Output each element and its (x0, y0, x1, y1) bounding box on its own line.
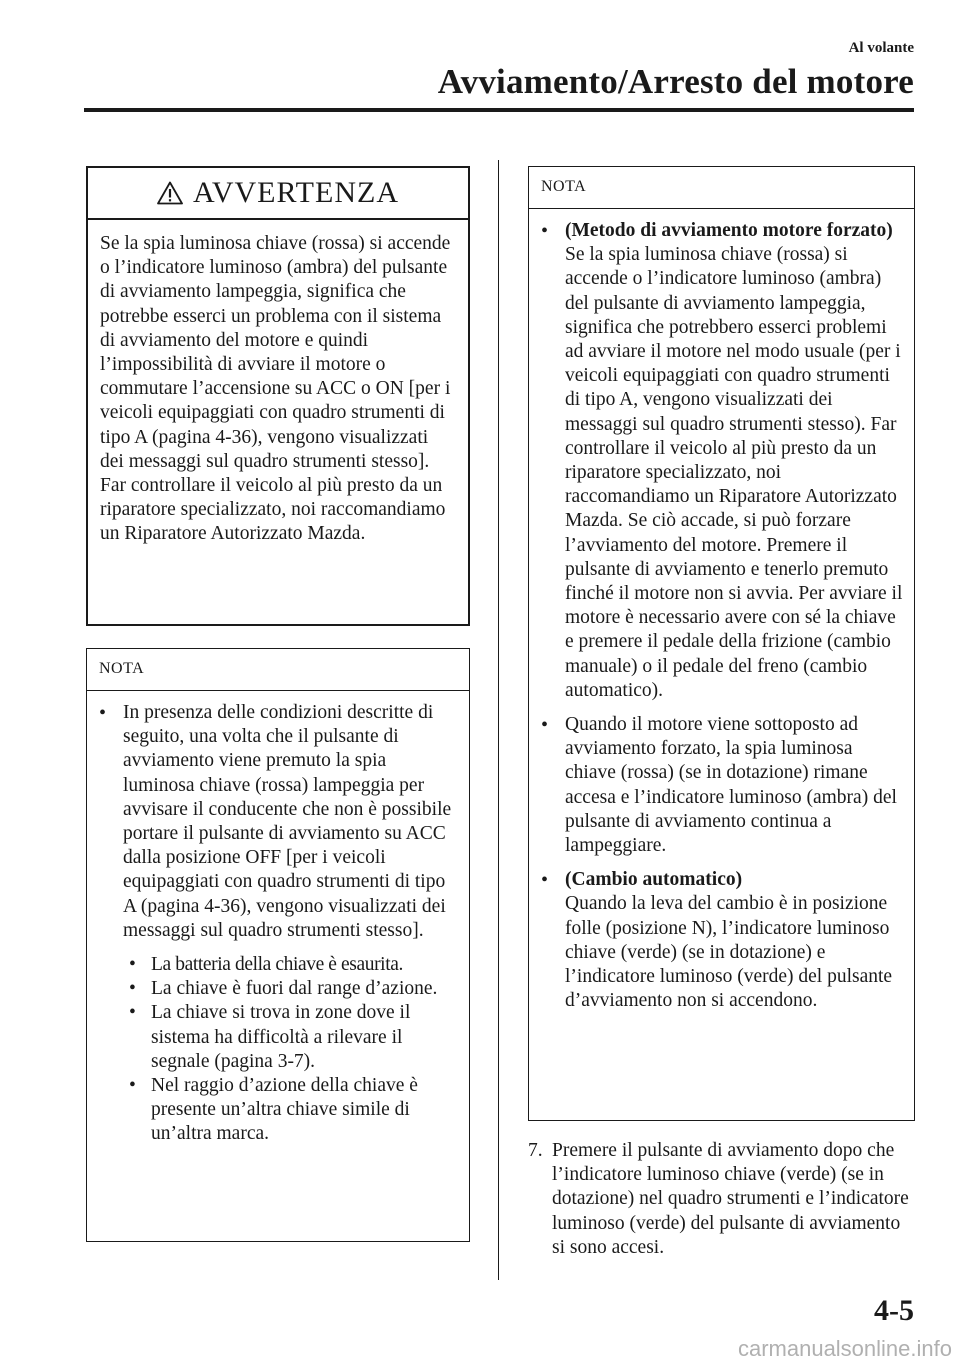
step-text: Premere il pulsante di avviamento dopo che l’indicatore luminoso chiave (verde) (se in dotazione) nel quadro strumenti e l’indicatore luminoso (verde) del pulsante di avviamento si sono accesi. (552, 1140, 909, 1258)
nota-sublist (123, 953, 459, 1147)
warning-box (86, 166, 470, 626)
nota-item (541, 713, 904, 858)
step-7 (528, 1139, 918, 1260)
nota-box-left (86, 648, 470, 1242)
nota-subitem: • Nel raggio d’azione della chiave è presente un’altra chiave simile di un’altra marca. (125, 1074, 459, 1147)
nota-item (541, 868, 904, 1013)
nota-item-text: Se la spia luminosa chiave (rossa) si accende o l’indicatore luminoso (ambra) del pulsante di avviamento lampeggia, significa che potrebbero esserci problemi ad avviare il motore nel modo usuale (per i veicoli equipaggiati con quadro strumenti di tipo A, vengono visualizzati dei messaggi sul quadro strumenti stesso). Far controllare il veicolo al più presto da un riparatore specializzato, noi raccomandiamo un Riparatore Autorizzato Mazda. Se ciò accade, si può forzare l’avviamento del motore. Premere il pulsante di avviamento e tenerlo premuto finché il motore non si avvia. Per avviare il motore è necessario avere con sé la chiave e premere il pedale della frizione (cambio manuale) o il pedale del freno (cambio automatico). (565, 244, 903, 701)
nota-subitem: • La chiave si trova in zone dove il sistema ha difficoltà a rilevare il segnale (pagina 3-7). (125, 1001, 459, 1074)
nota-title-right: NOTA (541, 178, 587, 195)
step-number: 7. (528, 1140, 543, 1161)
page-title: Avviamento/Arresto del motore (437, 62, 914, 101)
nota-bullet (99, 701, 459, 1147)
header-rule (84, 108, 914, 112)
warning-title: AVVERTENZA (193, 176, 399, 209)
nota-header-right (529, 167, 914, 209)
nota-item (541, 219, 904, 703)
nota-subitem: • La chiave è fuori dal range d’azione. (125, 977, 459, 1001)
nota-item-heading: • (Cambio automatico) (565, 869, 743, 891)
page-number: 4-5 (874, 1294, 914, 1327)
nota-body-right (529, 209, 914, 1014)
watermark: carmanualsonline.info (737, 1336, 952, 1361)
nota-header-left (87, 649, 469, 691)
warning-header (88, 168, 468, 220)
nota-item-text: Quando la leva del cambio è in posizione folle (posizione N), l’indicatore luminoso chiave (verde) (se in dotazione) e l’indicatore luminoso (verde) del pulsante d’avviamento non si accendono. (565, 893, 893, 1012)
nota-item-text: • Quando il motore viene sottoposto ad avviamento forzato, la spia luminosa chiave (rossa) (se in dotazione) rimane accesa e l’indicatore luminoso (ambra) del pulsante di avviamento continua a lampeggiare. (565, 714, 897, 857)
column-divider (498, 160, 499, 1280)
nota-subitem: • La batteria della chiave è esaurita. (125, 953, 459, 977)
nota-body-left (87, 691, 469, 1147)
nota-item-heading: • (Metodo di avviamento motore forzato) (565, 220, 893, 241)
nota-box-right (528, 166, 915, 1121)
nota-bullet-text: In presenza delle condizioni descritte di seguito, una volta che il pulsante di avviamento viene premuto la spia luminosa chiave (rossa) lampeggia per avvisare il conducente che non è possibile portare il pulsante di avviamento su ACC dalla posizione OFF [per i veicoli equipaggiati con quadro strumenti di tipo A (pagina 4-36), vengono visualizzati dei messaggi sul quadro strumenti stesso]. (123, 702, 452, 941)
warning-triangle-icon (157, 181, 183, 205)
nota-title-left: NOTA (99, 660, 145, 677)
section-label: Al volante (848, 40, 914, 56)
warning-text: Se la spia luminosa chiave (rossa) si accende o l’indicatore luminoso (ambra) del pulsante di avviamento lampeggia, significa che potrebbe esserci un problema con il sistema di avviamento del motore e quindi l’impossibilità di avviare il motore o commutare l’accensione su ACC o ON [per i veicoli equipaggiati con quadro strumenti di tipo A (pagina 4-36), vengono visualizzati dei messaggi sul quadro strumenti stesso]. Far controllare il veicolo al più presto da un riparatore specializzato, noi raccomandiamo un Riparatore Autorizzato Mazda. (100, 233, 451, 545)
